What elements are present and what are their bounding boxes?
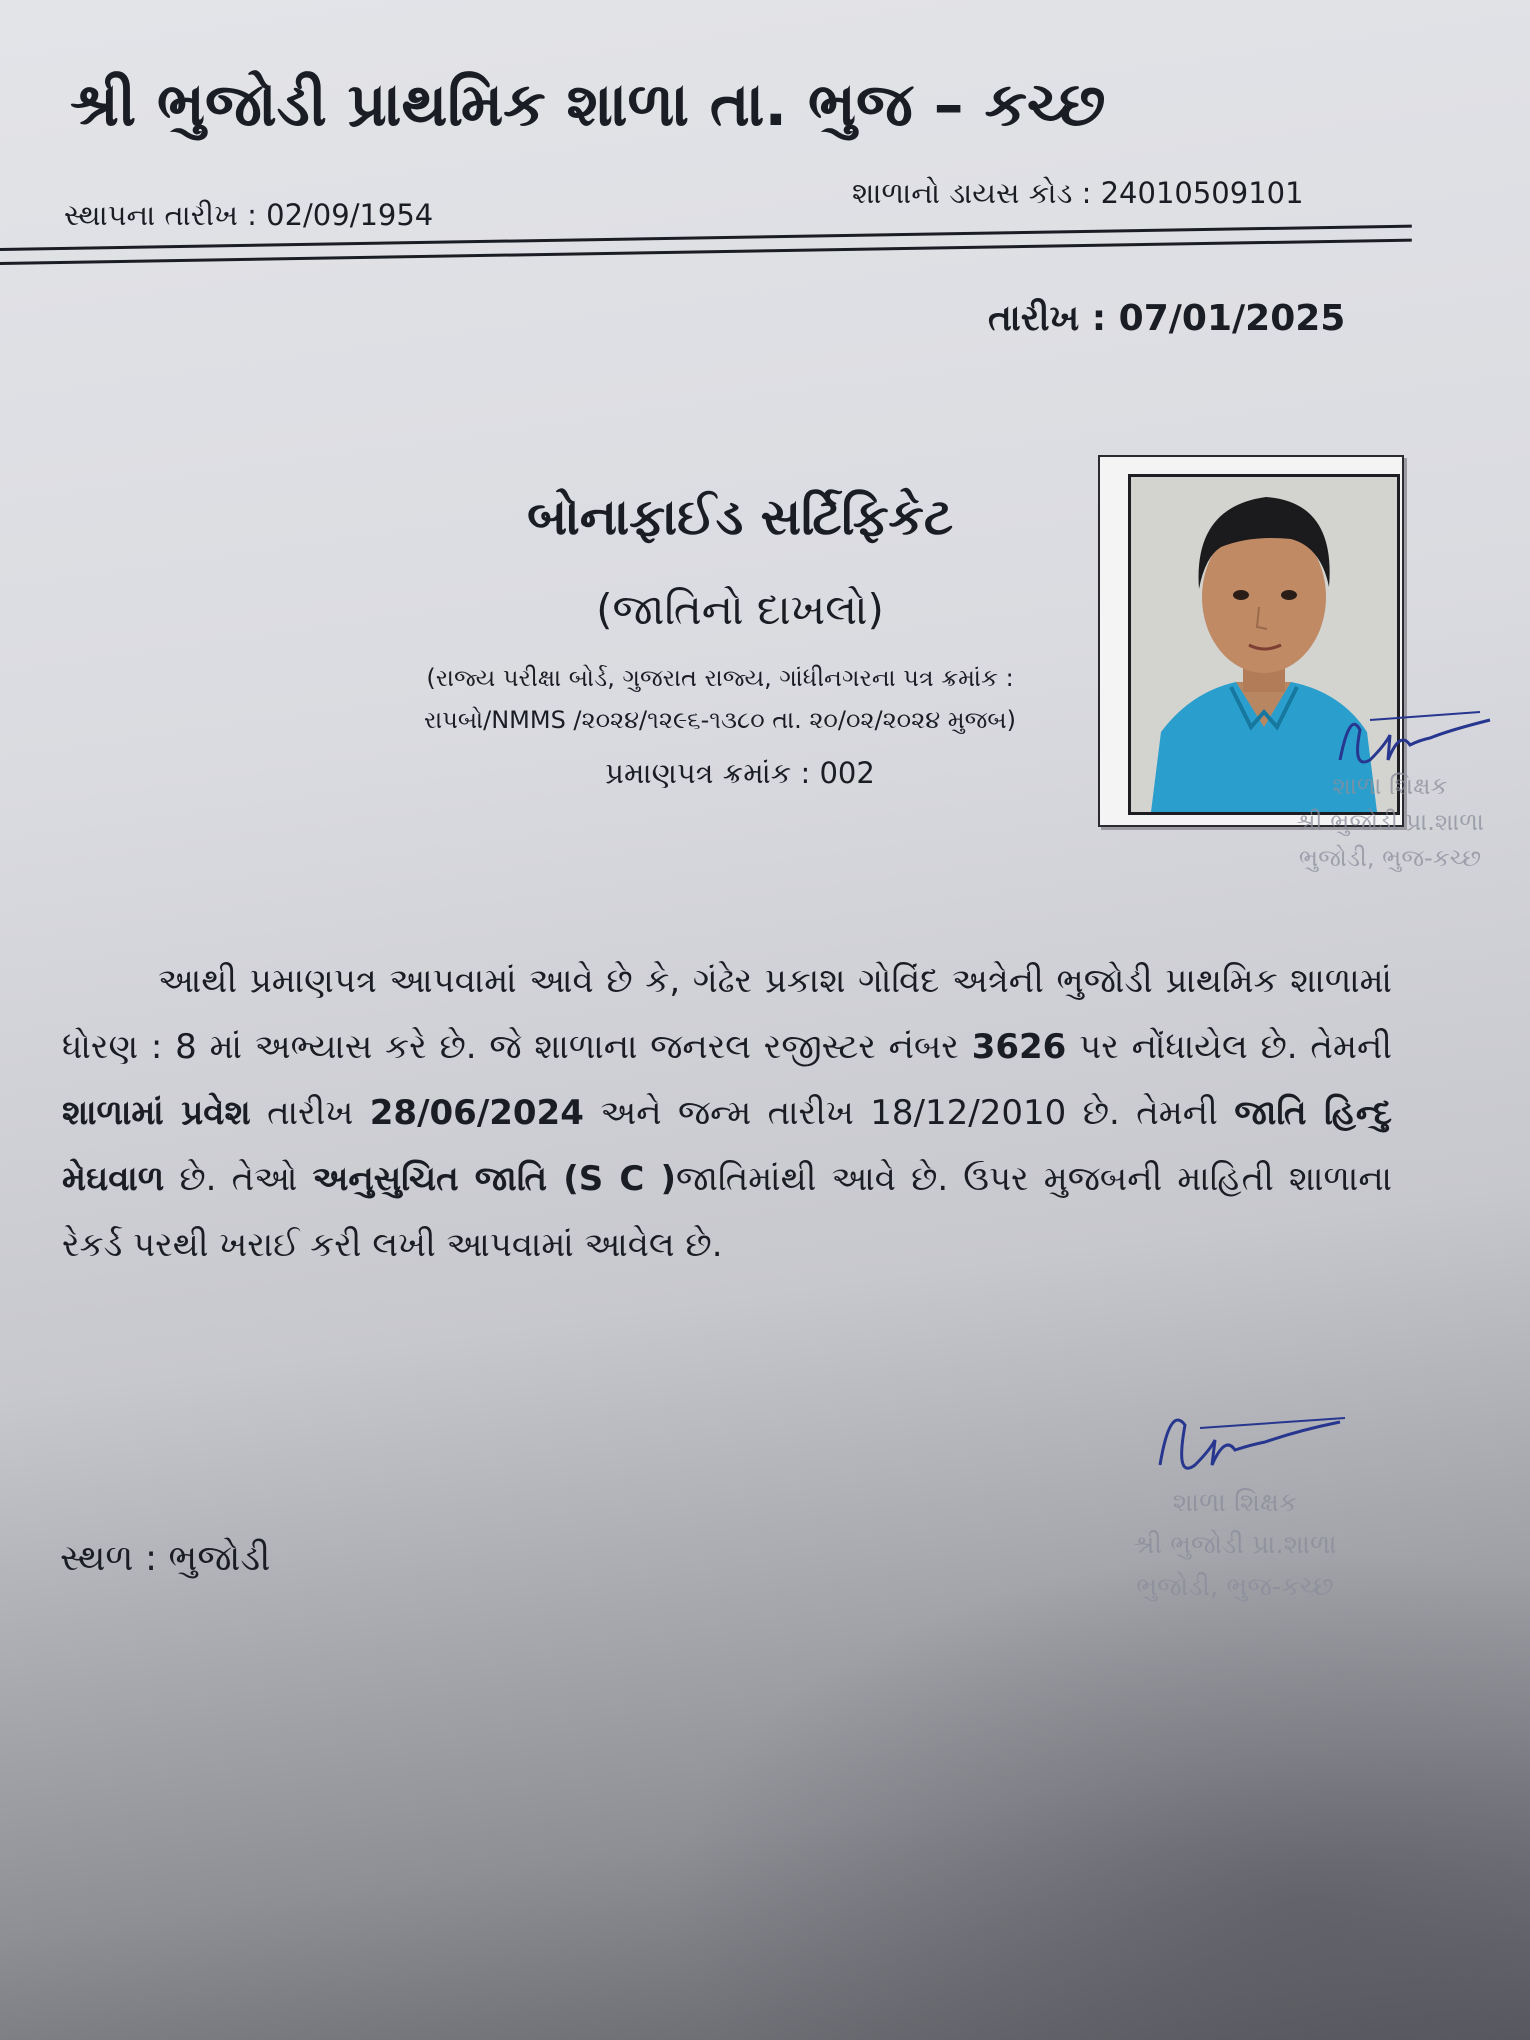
photo-stamp-line-3: ભુજોડી, ભુજ-કચ્છ xyxy=(1298,844,1482,872)
place: સ્થળ : ભુજોડી xyxy=(60,1538,271,1579)
school-stamp-line-1: શાળા શિક્ષક xyxy=(1172,1488,1298,1518)
photo-stamp-line-2: શ્રી ભુજોડી પ્રા.શાળા xyxy=(1296,808,1484,836)
photo-stamp xyxy=(1250,768,1530,876)
dise-code: શાળાનો ડાયસ કોડ : 24010509101 xyxy=(852,176,1304,210)
category: અનુસુચિત જાતિ (S C ) xyxy=(312,1159,677,1199)
certificate-number: પ્રમાણપત્ર ક્રમાંક : 002 xyxy=(605,756,875,790)
reference-line-2: રાપબો/NMMS /૨૦૨૪/૧૨૯૬-૧૩૮૦ તા. ૨૦/૦૨/૨૦૨૪ મુજબ) xyxy=(423,706,1016,734)
body-text-5: છે. તેઓ xyxy=(164,1159,313,1199)
school-stamp-line-3: ભુજોડી, ભુજ-કચ્છ xyxy=(1136,1572,1334,1602)
gr-number: 3626 xyxy=(971,1027,1067,1067)
school-name: શ્રી ભુજોડી પ્રાથમિક શાળા તા. ભુજ – કચ્છ xyxy=(70,70,1106,140)
body-text-4: અને જન્મ તારીખ 18/12/2010 છે. તેમની xyxy=(583,1093,1235,1133)
school-stamp-line-2: શ્રી ભુજોડી પ્રા.શાળા xyxy=(1133,1530,1337,1560)
caste: જાતિ હિન્દુ મેઘવાળ xyxy=(62,1093,1392,1199)
body-text-3: તારીખ xyxy=(250,1093,370,1133)
issue-date: તારીખ : 07/01/2025 xyxy=(988,298,1346,339)
body-text-6: જાતિમાંથી આવે છે. ઉપર મુજબની માહિતી શાળાના રેકર્ડ પરથી ખરાઈ કરી લખી આપવામાં આવેલ છે. xyxy=(62,1159,1393,1265)
certificate-body xyxy=(62,948,1392,1278)
header-divider-bottom xyxy=(0,239,1412,265)
body-text-2: પર નોંધાયેલ છે. તેમની xyxy=(1066,1027,1392,1067)
certificate-title: બોનાફાઈડ સર્ટિફિકેટ xyxy=(527,488,953,546)
admission-date: 28/06/2024 xyxy=(369,1093,584,1133)
established-date: સ્થાપના તારીખ : 02/09/1954 xyxy=(64,198,434,232)
body-text-1: આથી પ્રમાણપત્ર આપવામાં આવે છે કે, ગંઢેર પ્રકાશ ગોવિંદ અત્રેની ભુજોડી પ્રાથમિક શાળામાં ધોરણ : 8 માં અભ્યાસ કરે છે. જે શાળાના જનરલ રજીસ્ટર નંબર xyxy=(62,961,1392,1067)
photo-stamp-line-1: શાળા શિક્ષક xyxy=(1332,772,1448,800)
school-stamp xyxy=(1070,1482,1400,1608)
admission-label: શાળામાં પ્રવેશ xyxy=(62,1093,251,1133)
reference-line-1: (રાજ્ય પરીક્ષા બોર્ડ, ગુજરાત રાજ્ય, ગાંધીનગરના પત્ર ક્રમાંક : xyxy=(426,664,1014,692)
certificate-subtitle: (જાતિનો દાખલો) xyxy=(596,585,884,634)
signature-icon xyxy=(1140,1400,1360,1490)
